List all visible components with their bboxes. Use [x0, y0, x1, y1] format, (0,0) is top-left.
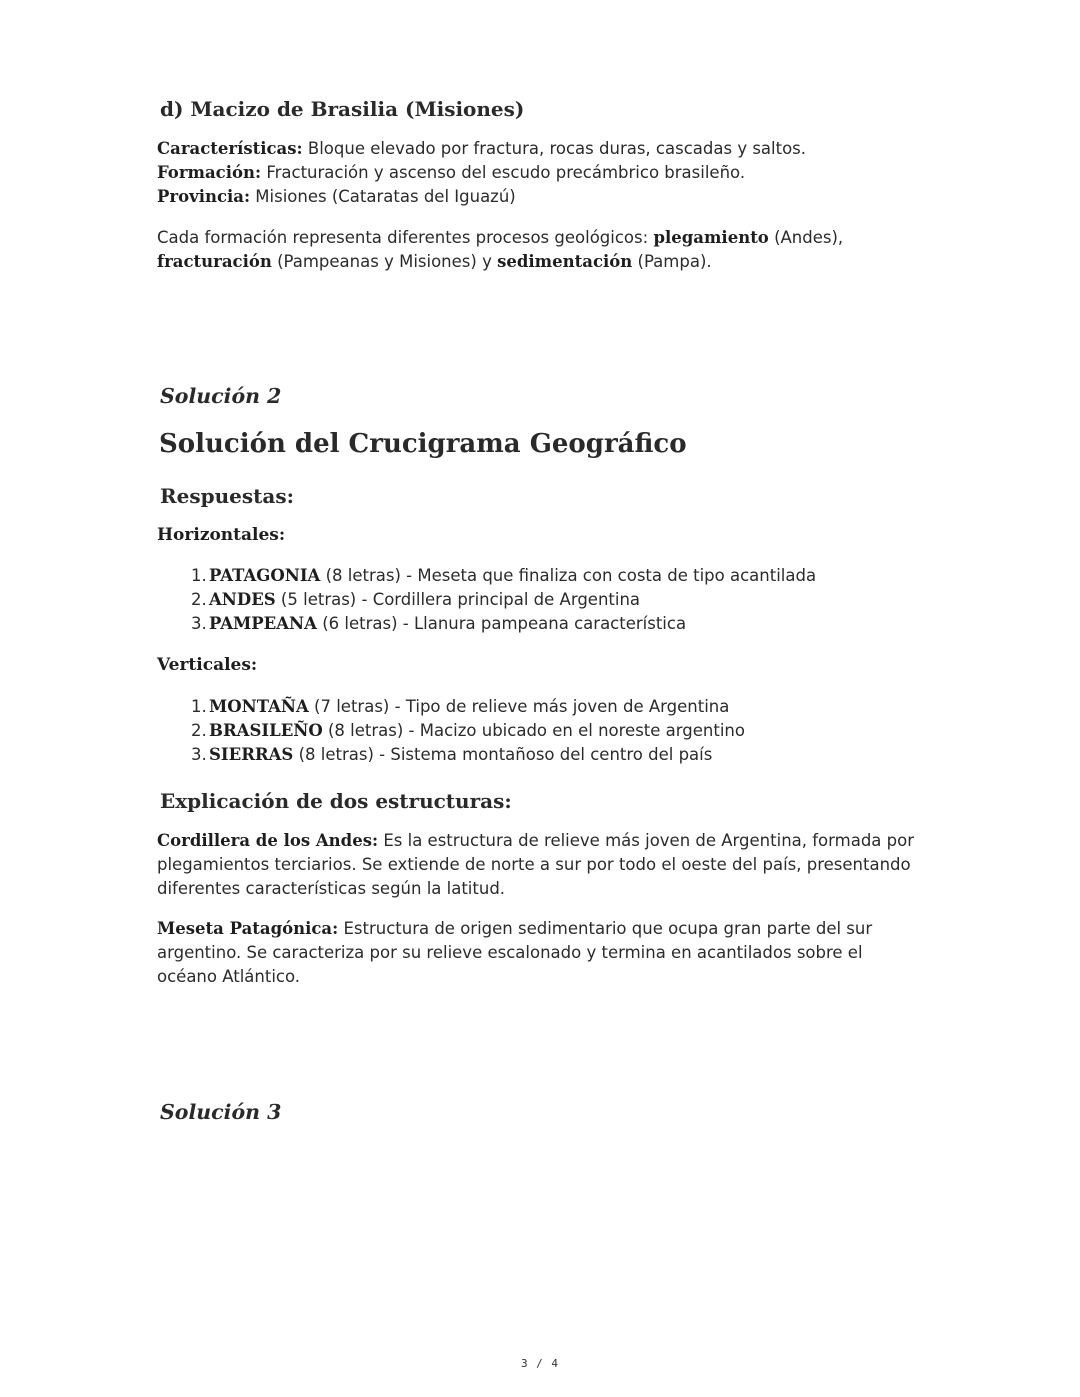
answer-description: (8 letras) - Sistema montañoso del centro del país: [293, 745, 713, 764]
solution-2-label: Solución 2: [160, 384, 282, 408]
list-item: [191, 743, 745, 767]
andes-paragraph: [157, 829, 927, 901]
list-item: [191, 588, 816, 612]
formacion-text: Fracturación y ascenso del escudo precámbrico brasileño.: [261, 163, 746, 182]
summary-part4: (Pampa).: [632, 252, 712, 271]
meseta-paragraph: [157, 917, 927, 989]
caracteristicas-label: Características:: [157, 139, 303, 158]
item-number: 1.: [191, 697, 207, 716]
processes-summary: [157, 226, 927, 274]
verticales-heading: Verticales:: [157, 655, 258, 675]
answer-description: (5 letras) - Cordillera principal de Argentina: [275, 590, 641, 609]
answer-word: MONTAÑA: [209, 697, 309, 716]
summary-part1: Cada formación representa diferentes procesos geológicos:: [157, 228, 654, 247]
answer-description: (6 letras) - Llanura pampeana característica: [316, 614, 687, 633]
answer-word: BRASILEÑO: [209, 721, 323, 740]
formacion-label: Formación:: [157, 163, 262, 182]
caracteristicas-text: Bloque elevado por fractura, rocas duras, cascadas y saltos.: [302, 139, 807, 158]
explicacion-heading: Explicación de dos estructuras:: [160, 789, 512, 813]
andes-label: Cordillera de los Andes:: [157, 831, 379, 850]
summary-part3: (Pampeanas y Misiones) y: [271, 252, 498, 271]
item-number: 1.: [191, 566, 207, 585]
andes-text: Es la estructura de relieve más joven de Argentina, formada por plegamientos terciarios. Se extiende de norte a sur por todo el oeste del país, presentando diferentes características según la latitud.: [157, 831, 915, 898]
list-item: [191, 695, 745, 719]
verticales-list: [191, 695, 745, 767]
answer-word: PAMPEANA: [209, 614, 317, 633]
page-title-crucigrama: Solución del Crucigrama Geográfico: [159, 429, 687, 459]
summary-part2: (Andes),: [768, 228, 844, 247]
page-indicator: 3 / 4: [520, 1357, 560, 1370]
item-number: 2.: [191, 721, 207, 740]
meseta-label: Meseta Patagónica:: [157, 919, 339, 938]
answer-description: (8 letras) - Macizo ubicado en el noreste argentino: [322, 721, 745, 740]
horizontales-heading: Horizontales:: [157, 525, 286, 545]
answer-word: ANDES: [209, 590, 276, 609]
provincia-text: Misiones (Cataratas del Iguazú): [250, 187, 516, 206]
list-item: [191, 612, 816, 636]
answer-word: SIERRAS: [209, 745, 294, 764]
meseta-text: Estructura de origen sedimentario que ocupa gran parte del sur argentino. Se caracteriza por su relieve escalonado y termina en acantilados sobre el océano Atlántico.: [157, 919, 873, 986]
summary-bold-sedimentacion: sedimentación: [497, 252, 633, 271]
solution-3-label: Solución 3: [160, 1100, 282, 1124]
provincia-label: Provincia:: [157, 187, 251, 206]
item-number: 3.: [191, 614, 207, 633]
answer-word: PATAGONIA: [209, 566, 321, 585]
summary-bold-fracturacion: fracturación: [157, 252, 272, 271]
item-number: 3.: [191, 745, 207, 764]
answer-description: (8 letras) - Meseta que finaliza con costa de tipo acantilada: [320, 566, 817, 585]
list-item: [191, 564, 816, 588]
macizo-details: [157, 137, 927, 209]
list-item: [191, 719, 745, 743]
answer-description: (7 letras) - Tipo de relieve más joven de Argentina: [308, 697, 730, 716]
horizontales-list: [191, 564, 816, 636]
summary-bold-plegamiento: plegamiento: [653, 228, 769, 247]
respuestas-heading: Respuestas:: [160, 484, 294, 508]
section-heading-macizo-brasilia: d) Macizo de Brasilia (Misiones): [160, 97, 525, 121]
item-number: 2.: [191, 590, 207, 609]
